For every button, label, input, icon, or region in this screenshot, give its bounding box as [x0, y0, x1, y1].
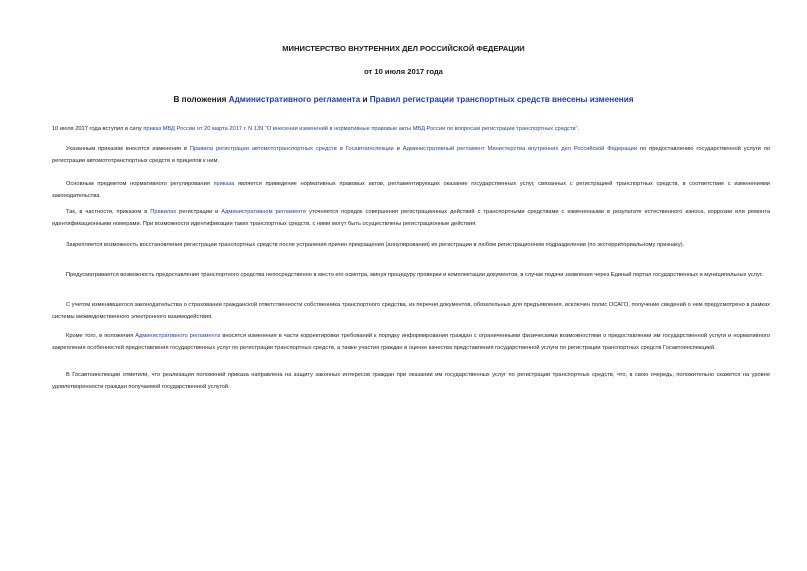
paragraph-1-end: . [577, 126, 580, 132]
paragraph-4-mid: регистрации и [176, 209, 222, 215]
link-admin-regulation-2[interactable]: Административном регламенте [221, 209, 307, 215]
paragraph-1-text: 10 июля 2017 года вступил в силу [52, 126, 144, 132]
title-link-regulation[interactable]: Административного регламента [228, 95, 361, 104]
paragraph-2-end: по предоставлению государственной услуги по регистрации автомототранспортных средств и прицепов к ним. [52, 146, 771, 164]
title-pre: В положения [173, 95, 229, 104]
paragraph-8 [52, 331, 770, 354]
title-link-rules[interactable]: Правил регистрации транспортных средств внесены изменения [369, 95, 634, 104]
paragraph-6: Предусматривается возможность предоставления транспортного средства непосредственно в место его осмотра, минуя процедуру проверки и комплектации документов, в случае подачи заявления через Единый портал государственных и муниципальных услуг. [66, 272, 763, 278]
link-order[interactable]: приказа [213, 181, 235, 187]
paragraph-2-mid: и [393, 146, 403, 152]
date-heading: от 10 июля 2017 года [364, 67, 443, 76]
link-admin-regulation[interactable]: Административный регламент Министерства внутренних дел Российской Федерации [402, 146, 638, 152]
paragraph-1 [52, 124, 770, 136]
link-order-139[interactable]: приказ МВД России от 20 марта 2017 г. N 139 "О внесении изменений в нормативные правовые акты МВД России по вопросам регистрации транспортных средств" [143, 126, 578, 132]
paragraph-5: Закрепляется возможность восстановления регистрации транспортных средств после устранения причин прекращения (аннулирования) их регистрации в любом регистрационном подразделении (по экстерриториальному признаку). [66, 242, 685, 248]
paragraph-4-text: Так, в частности, приказом в [66, 209, 151, 215]
paragraph-2 [52, 144, 770, 167]
paragraph-7: С учетом изменившегося законодательства о страховании гражданской ответственности собственника транспортного средства, из перечня документов, обязательных для предъявления, исключен полис ОСАГО, получение сведений о нем предусмотрено в рамках системы межведомственного электронного взаимодействия. [52, 302, 770, 320]
paragraph-8-text: Кроме того, в положения [66, 333, 136, 339]
article-title [0, 95, 807, 104]
paragraph-3-end: является приведение нормативных правовых актов, регламентирующих оказание государственных услуг, связанных с регистрацией транспортных средств, в соответствие с изменениями законодательства. [52, 181, 770, 199]
paragraph-4 [52, 207, 770, 230]
link-admin-regulation-3[interactable]: Административного регламента [135, 333, 221, 339]
paragraph-3-text: Основным предметом нормативного регулирования [66, 181, 214, 187]
title-mid: и [360, 95, 370, 104]
paragraph-2-text: Указанным приказом вносятся изменения в [66, 146, 190, 152]
link-registration-rules[interactable]: Правила регистрации автомототранспортных средств в Госавтоинспекции [189, 146, 394, 152]
paragraph-8-end: вносятся изменения в части корректировки требований к порядку информирования граждан с ограниченными физическими возможностями о предоставлении им государственной услуги и нормативного закрепления особенностей предоставления государственных услуг по регистрации транспортных средств, а также участия граждан в оценке качества представления государственной услуги по регистрации транспортных средств Госавтоинспекцией. [52, 333, 770, 351]
ministry-heading: МИНИСТЕРСТВО ВНУТРЕННИХ ДЕЛ РОССИЙСКОЙ ФЕДЕРАЦИИ [282, 44, 525, 53]
paragraph-4-end: уточняется порядок совершения регистрационных действий с транспортными средствами с измененными в результате естественного износа, коррозии или ремонта идентификационными номерами. При возможности идентификации таких транспортных средств, с ними могут быть осуществлены регистрационные действия. [52, 209, 770, 227]
paragraph-3 [52, 179, 770, 202]
paragraph-9: В Госавтоинспекции отметили, что реализация положений приказа направлена на защиту законных интересов граждан при оказании им государственных услуг по регистрации транспортных средств, что, в свою очередь, положительно скажется на уровне удовлетворенности граждан получаемой государственной услугой. [52, 372, 770, 390]
link-rules[interactable]: Правилах [150, 209, 177, 215]
